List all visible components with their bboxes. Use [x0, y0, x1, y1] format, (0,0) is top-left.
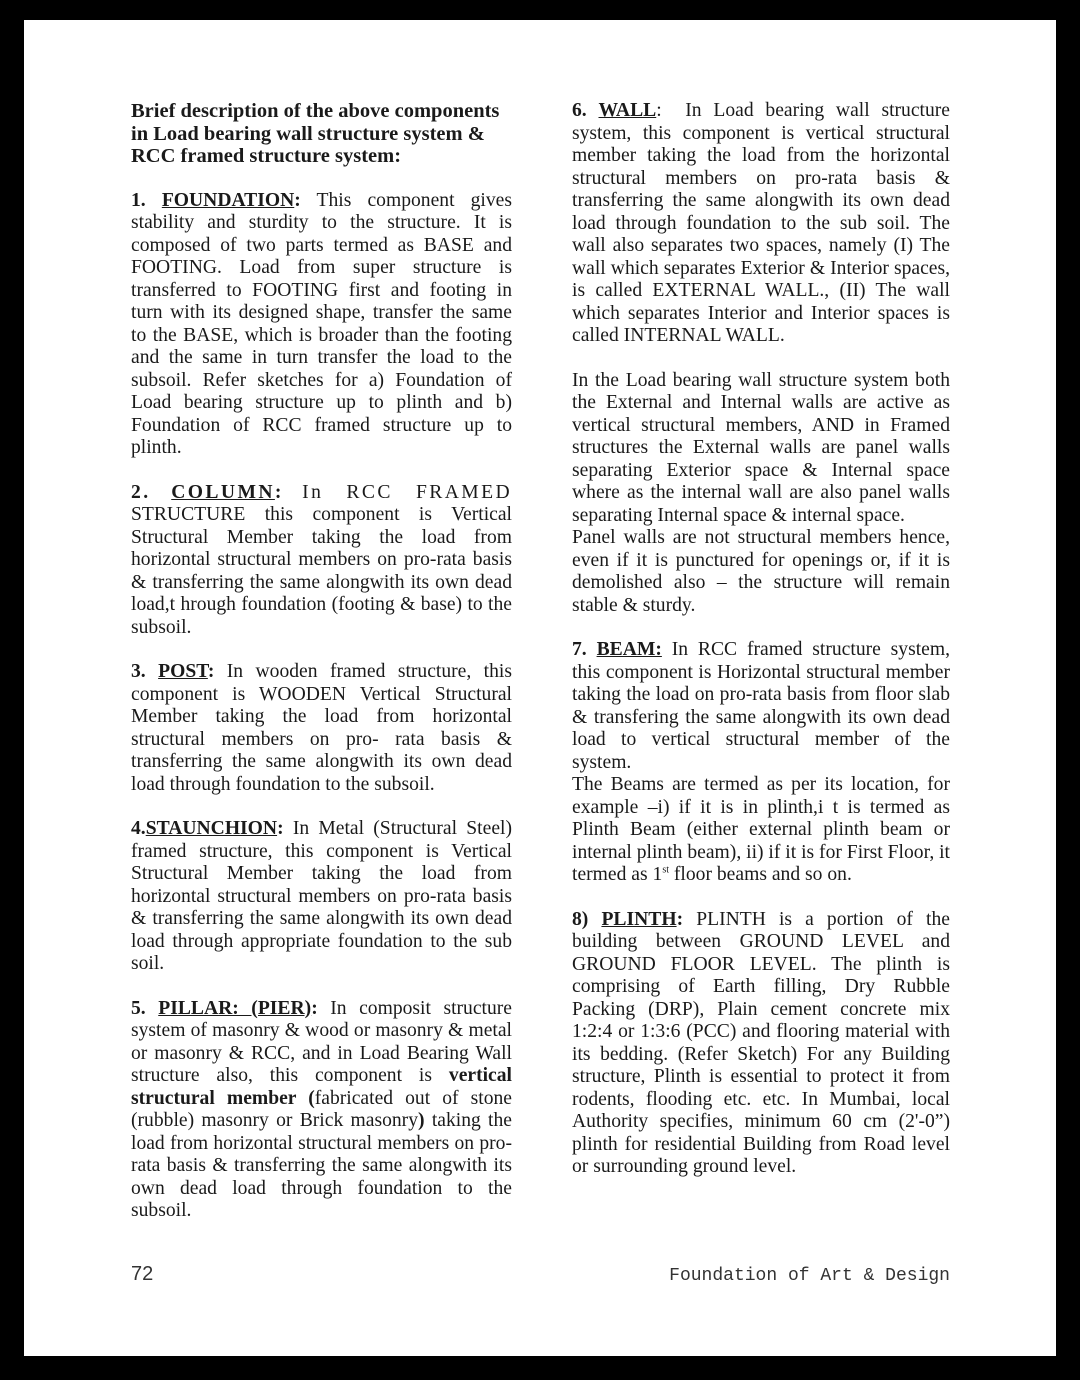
plinth-sep: :: [676, 908, 684, 930]
foundation-text: This component gives stability and sturdity to the structure. It is composed of two parts termed as BASE and FOOTING. Load from super structure is transferred to FOOTING first and footing in turn with its designed shape, transfer the same to the BASE, which is broader than the footing and the same in turn transfer the load to the subsoil. Refer sketches for a) Foundation of Load bearing structure up to plinth and b) Foundation of RCC framed structure up to plinth.: [131, 189, 512, 458]
post-number: 3.: [131, 661, 146, 682]
beam-para2-sup: st: [662, 864, 669, 876]
beam-text: In RCC framed structure system, this component is Horizontal structural member taking the load on pro-rata basis from floor slab & transfering the same alongwith its own dead load to vertical structural member of the system.: [572, 639, 951, 773]
post-text: In wooden framed structure, this component is WOODEN Vertical Structural Member taking the load from horizontal structural members on pro- rata basis & transferring the same alongwith its own dead load through foundation to the subsoil.: [131, 661, 512, 795]
plinth-text: PLINTH is a portion of the building between GROUND LEVEL and GROUND FLOOR LEVEL. The plinth is comprising of Earth filling, Dry Rubble Packing (DRP), Plain cement concrete mix 1:2:4 or 1:3:6 (PCC) and flooring material with its bedding. (Refer Sketch) For any Building structure, Plinth is essential to protect it from rodents, flooding etc. etc. In Mumbai, local Authority specifies, minimum 60 cm (2'-0”) plinth for residential Building from Road level or surrounding ground level.: [572, 908, 950, 1177]
intro-heading: Brief description of the above components in Load bearing wall structure system & RCC framed structure system:: [131, 100, 500, 167]
foundation-paragraph: [131, 190, 512, 460]
foundation-term: FOUNDATION: [161, 189, 295, 211]
staunchion-text: In Metal (Structural Steel) framed structure, this component is Vertical Structural Member taking the load from horizontal structural members on pro-rata basis & transferring the same alongwith its own dead load through appropriate foundation to the sub soil.: [131, 818, 512, 974]
book-title: Foundation of Art & Design: [669, 1266, 950, 1286]
beam-term: BEAM:: [596, 639, 662, 660]
foundation-number: 1.: [131, 189, 146, 211]
column-sep: :: [274, 481, 282, 503]
wall-paragraph: [572, 100, 950, 348]
wall-paragraph-3: Panel walls are not structural members hence, even if it is punctured for openings or, if it is demolished also – the structure will remain stable & sturdy.: [572, 527, 950, 616]
plinth-paragraph: [572, 909, 950, 1179]
document-page: [24, 20, 1056, 1356]
post-sep: :: [207, 661, 215, 682]
column-number: 2.: [131, 481, 151, 503]
beam-para2-a: The Beams are termed as per its location, for example –i) if it is in plinth,i t is termed as Plinth Beam (either external plinth beam or internal plinth beam), ii) if it is for First Floor, it termed as 1: [572, 774, 950, 885]
pillar-paragraph: [131, 998, 512, 1223]
staunchion-sep: :: [277, 818, 284, 839]
foundation-sep: :: [294, 189, 301, 211]
wall-paragraph-2: In the Load bearing wall structure system both the External and Internal walls are active as vertical structural members, AND in Framed structures the External walls are panel walls separating Exterior space & Internal space where as the internal wall are also panel walls separating Internal space & internal space.: [572, 369, 950, 526]
page-number: 72: [131, 1263, 154, 1285]
post-term: POST: [158, 661, 208, 682]
right-column: [572, 100, 950, 1179]
column-text: STRUCTURE this component is Vertical Structural Member taking the load from horizontal structural members on pro-rata basis & transferring the same alongwith its own dead load,t hrough foundation (footing & base) to the subsoil.: [131, 504, 512, 638]
column-term: COLUMN: [171, 481, 275, 503]
left-column: [131, 100, 512, 1223]
staunchion-paragraph: [131, 818, 512, 976]
column-lead: In RCC FRAMED: [302, 481, 512, 503]
beam-paragraph-2: [572, 774, 950, 887]
beam-number: 7.: [572, 639, 587, 660]
staunchion-number: 4.: [131, 818, 146, 839]
wall-term: WALL: [598, 100, 657, 121]
pillar-sep: :: [311, 997, 318, 1019]
pillar-text-a: In composit structure system of masonry & wood or masonry & metal or masonry & RCC, and in Load Bearing Wall structure also, this component is: [131, 997, 513, 1086]
beam-paragraph: [572, 639, 950, 774]
wall-number: 6.: [572, 100, 587, 121]
plinth-number: 8): [572, 908, 589, 930]
pillar-text-c: taking the load from horizontal structural members on pro- rata basis & transferring the same alongwith its own dead load through foundation to the subsoil.: [131, 1110, 512, 1221]
staunchion-term: STAUNCHION: [145, 818, 278, 839]
column-paragraph: [131, 482, 512, 640]
pillar-text-b: fabricated out of stone (rubble) masonry or Brick masonry: [131, 1087, 512, 1131]
beam-para2-b: floor beams and so on.: [669, 864, 852, 885]
pillar-term: PILLAR: (PIER): [158, 997, 312, 1019]
wall-text: In Load bearing wall structure system, this component is vertical structural member taking the load from the horizontal structural members on pro-rata basis & transferring the same alongwith its own dead load through foundation to the sub soil. The wall also separates two spaces, namely (I) The wall which separates Exterior & Interior spaces, is called EXTERNAL WALL., (II) The wall which separates Interior and Interior spaces is called INTERNAL WALL.: [572, 100, 951, 346]
pillar-bold-a: vertical structural member (: [131, 1065, 512, 1109]
wall-sep: :: [656, 100, 662, 121]
pillar-bold-b: ): [418, 1110, 425, 1131]
pillar-number: 5.: [131, 997, 146, 1019]
post-paragraph: [131, 661, 512, 796]
plinth-term: PLINTH: [601, 908, 677, 930]
